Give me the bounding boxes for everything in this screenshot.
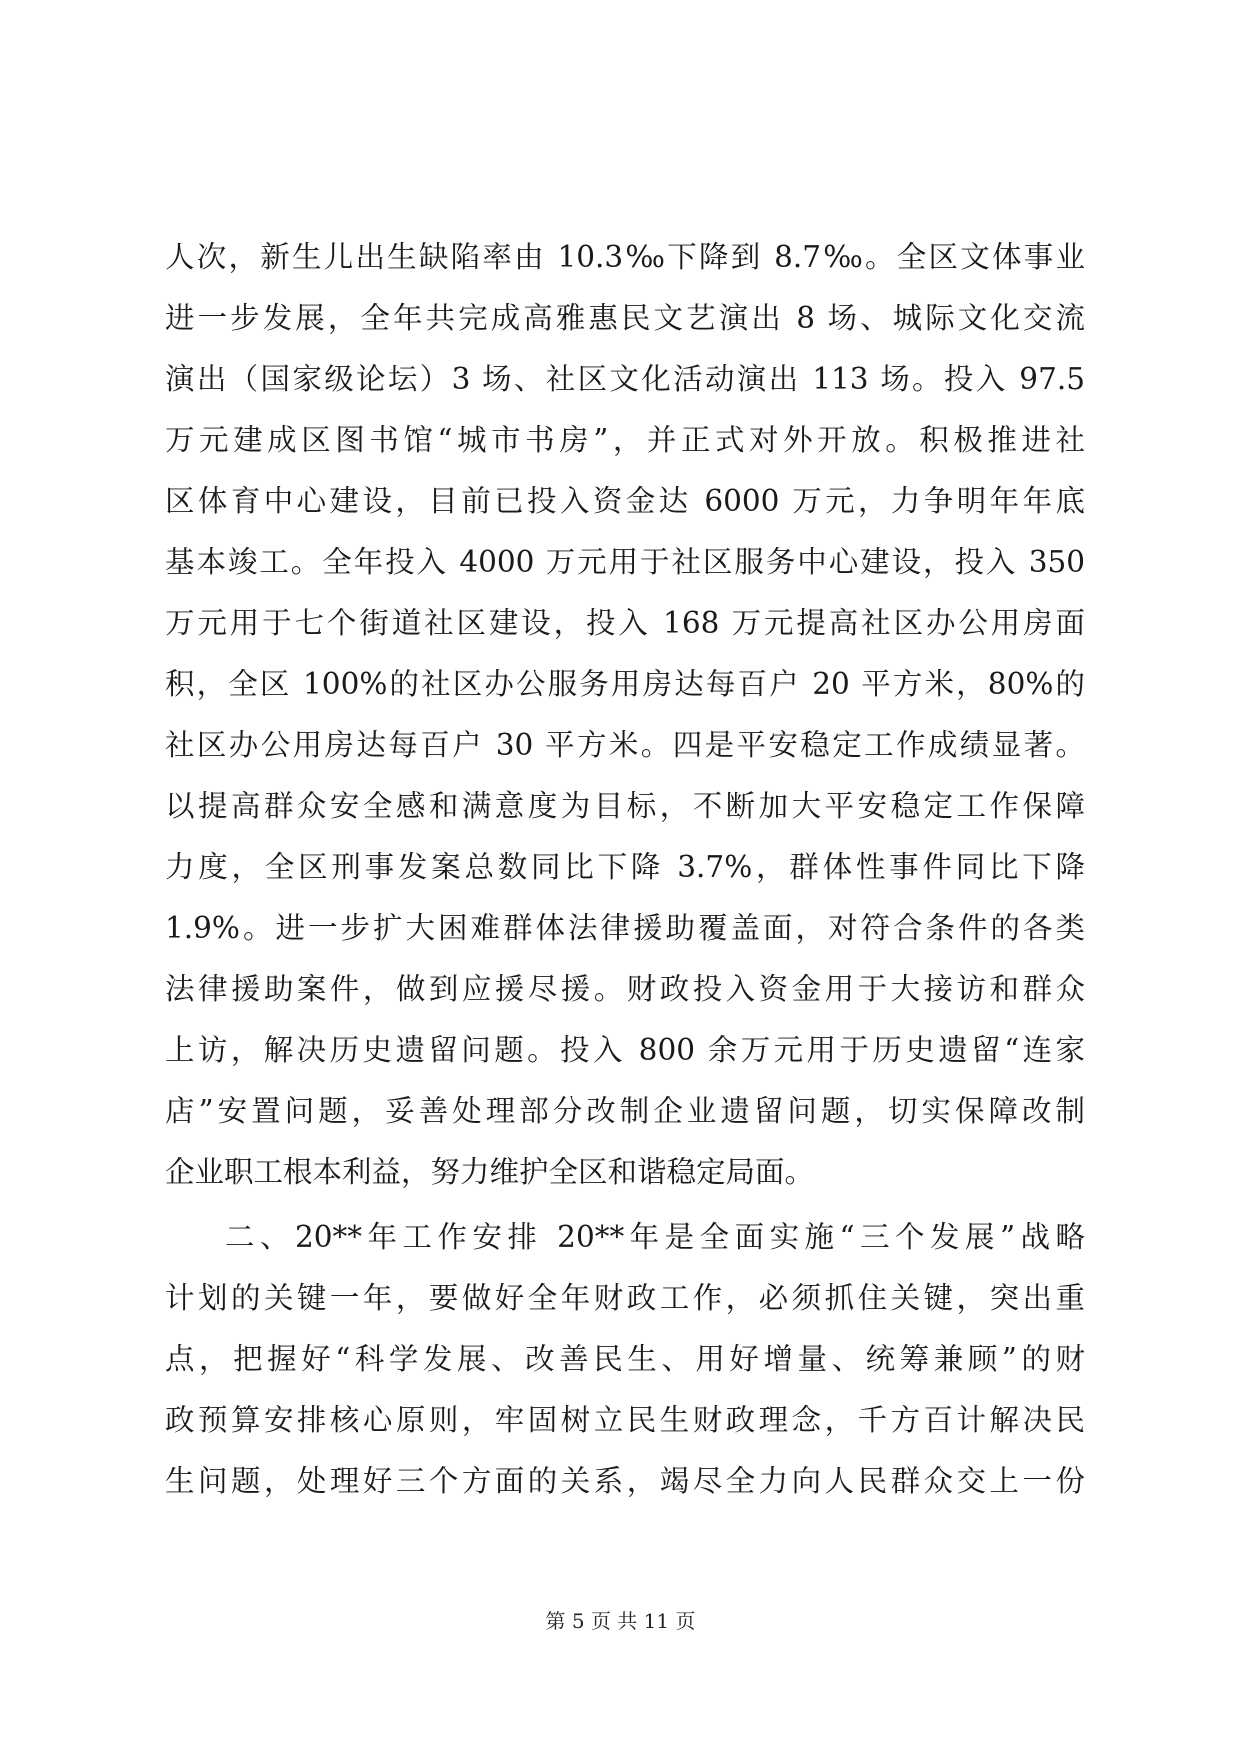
text-line: 力度，全区刑事发案总数同比下降 3.7%，群体性事件同比下降 — [165, 850, 1085, 884]
text-line: 政预算安排核心原则，牢固树立民生财政理念，千方百计解决民 — [165, 1403, 1085, 1437]
text-line: 区体育中心建设，目前已投入资金达 6000 万元，力争明年年底 — [165, 484, 1085, 518]
text-line: 进一步发展，全年共完成高雅惠民文艺演出 8 场、城际文化交流 — [165, 301, 1085, 335]
paragraph-2 — [165, 1207, 1085, 1512]
text-line: 万元用于七个街道社区建设，投入 168 万元提高社区办公用房面 — [165, 606, 1085, 640]
text-line: 二、20**年工作安排 20**年是全面实施“三个发展”战略 — [225, 1220, 1085, 1254]
text-line: 以提高群众安全感和满意度为目标，不断加大平安稳定工作保障 — [165, 789, 1085, 823]
page-number-footer: 第 5 页 共 11 页 — [545, 1609, 696, 1633]
body-text — [165, 227, 1085, 1512]
paragraph-1 — [165, 227, 1085, 1203]
text-line: 企业职工根本利益，努力维护全区和谐稳定局面。 — [165, 1155, 815, 1189]
text-line: 点，把握好“科学发展、改善民生、用好增量、统筹兼顾”的财 — [165, 1342, 1085, 1376]
text-line: 积，全区 100%的社区办公服务用房达每百户 20 平方米，80%的 — [165, 667, 1085, 701]
text-line: 人次，新生儿出生缺陷率由 10.3‰下降到 8.7‰。全区文体事业 — [165, 240, 1085, 274]
text-line: 1.9%。进一步扩大困难群体法律援助覆盖面，对符合条件的各类 — [165, 911, 1085, 945]
text-line: 计划的关键一年，要做好全年财政工作，必须抓住关键，突出重 — [165, 1281, 1085, 1315]
text-line: 店”安置问题，妥善处理部分改制企业遗留问题，切实保障改制 — [165, 1094, 1085, 1128]
text-line: 生问题，处理好三个方面的关系，竭尽全力向人民群众交上一份 — [165, 1464, 1085, 1498]
text-line: 上访，解决历史遗留问题。投入 800 余万元用于历史遗留“连家 — [165, 1033, 1085, 1067]
text-line: 万元建成区图书馆“城市书房”，并正式对外开放。积极推进社 — [165, 423, 1085, 457]
text-line: 演出（国家级论坛）3 场、社区文化活动演出 113 场。投入 97.5 — [165, 362, 1085, 396]
text-line: 法律援助案件，做到应援尽援。财政投入资金用于大接访和群众 — [165, 972, 1085, 1006]
text-line: 社区办公用房达每百户 30 平方米。四是平安稳定工作成绩显著。 — [165, 728, 1085, 762]
text-line: 基本竣工。全年投入 4000 万元用于社区服务中心建设，投入 350 — [165, 545, 1085, 579]
